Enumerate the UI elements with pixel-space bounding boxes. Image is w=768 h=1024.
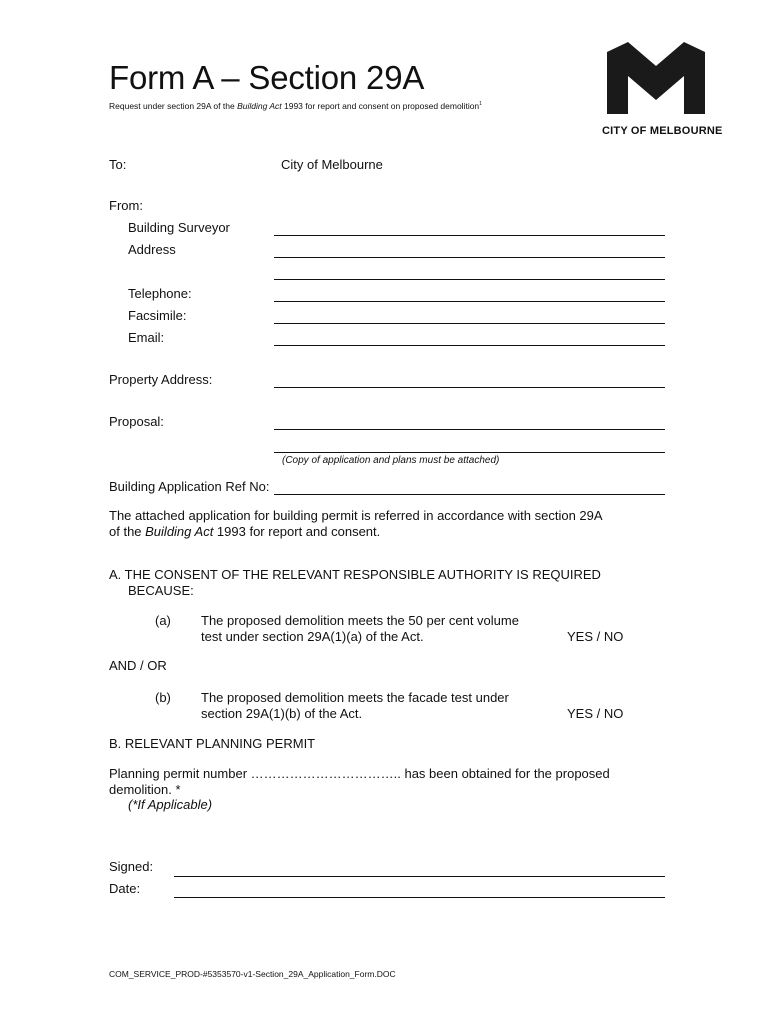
date-label: Date: [109,881,141,896]
if-applicable-note: (*If Applicable) [128,797,213,812]
section-b-heading: B. RELEVANT PLANNING PERMIT [109,736,316,751]
and-or-label: AND / OR [109,658,167,673]
section-a-heading: A. THE CONSENT OF THE RELEVANT RESPONSIBLE AUTHORITY IS REQUIRED [109,567,601,582]
referral-line-1: The attached application for building permit is referred in accordance with section 29A [109,508,603,523]
item-a-yes-no[interactable]: YES / NO [567,629,624,644]
proposal-field-line-1[interactable] [274,429,665,430]
property-address-label: Property Address: [109,372,213,387]
item-a-label: (a) [155,613,171,628]
address-field-line-2[interactable] [274,279,665,280]
item-a-line-1: The proposed demolition meets the 50 per cent volume [201,613,519,628]
address-label: Address [128,242,176,257]
referral-line-2: of the Building Act 1993 for report and consent. [109,524,381,539]
address-field-line-1[interactable] [274,257,665,258]
proposal-label: Proposal: [109,414,164,429]
to-value: City of Melbourne [281,157,383,172]
item-b-line-2: section 29A(1)(b) of the Act. [201,706,363,721]
telephone-field[interactable] [274,301,665,302]
building-ref-field[interactable] [274,494,665,495]
planning-permit-line-1: Planning permit number …………………………….. has been obtained for the proposed [109,766,610,781]
logo-text: CITY OF MELBOURNE [602,125,723,137]
signed-label: Signed: [109,859,154,874]
email-field[interactable] [274,345,665,346]
property-address-field[interactable] [274,387,665,388]
document-footer: COM_SERVICE_PROD-#5353570-v1-Section_29A_Application_Form.DOC [109,969,396,979]
facsimile-field[interactable] [274,323,665,324]
proposal-note: (Copy of application and plans must be attached) [282,455,500,466]
from-label: From: [109,198,143,213]
item-b-label: (b) [155,690,171,705]
building-ref-label: Building Application Ref No: [109,479,270,494]
signed-field[interactable] [174,876,665,877]
email-label: Email: [128,330,165,345]
item-a-line-2: test under section 29A(1)(a) of the Act. [201,629,424,644]
facsimile-label: Facsimile: [128,308,187,323]
building-surveyor-field[interactable] [274,235,665,236]
section-a-heading-cont: BECAUSE: [128,583,194,598]
telephone-label: Telephone: [128,286,192,301]
item-b-line-1: The proposed demolition meets the facade test under [201,690,509,705]
date-field[interactable] [174,897,665,898]
item-b-yes-no[interactable]: YES / NO [567,706,624,721]
form-title: Form A – Section 29A [109,59,425,96]
planning-permit-line-2: demolition. * [109,782,181,797]
building-surveyor-label: Building Surveyor [128,220,230,235]
form-subtitle: Request under section 29A of the Building Act 1993 for report and consent on proposed demolition$^1$ [109,100,482,111]
to-label: To: [109,157,127,172]
proposal-field-line-2[interactable] [274,452,665,453]
